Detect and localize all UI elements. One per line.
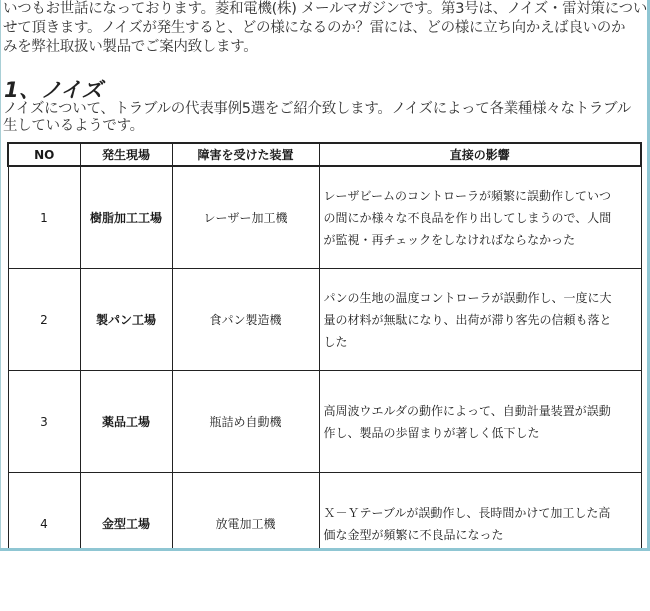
- cell-no: 2: [8, 269, 80, 371]
- table-row: [8, 269, 641, 371]
- effect-line: 高周波ウエルダの動作によって、自動計量装置が誤動: [323, 403, 611, 418]
- effect-line: レーザビームのコントローラが頻繁に誤動作していつ: [323, 188, 612, 203]
- cell-site: 製パン工場: [80, 269, 172, 371]
- paragraph-line: 生しているようです。: [3, 118, 144, 134]
- scroll-edge-bottom: [0, 548, 650, 551]
- cell-site: 金型工場: [80, 473, 172, 550]
- table-row: [8, 371, 641, 473]
- section-title: 1、ノイズ: [4, 78, 104, 102]
- cell-device: レーザー加工機: [172, 166, 319, 269]
- cell-effect: [319, 166, 641, 269]
- cell-device: 食パン製造機: [172, 269, 319, 371]
- paragraph-line: ノイズについて、トラブルの代表事例5選をご紹介致します。ノイズによって各業種様々なトラブル: [3, 101, 631, 117]
- cell-device: 瓶詰め自動機: [172, 371, 319, 473]
- header-no: NO: [8, 143, 80, 166]
- intro-text: [3, 0, 648, 57]
- noise-cases-table: [7, 142, 642, 549]
- cell-no: 3: [8, 371, 80, 473]
- section-paragraph: [3, 101, 648, 135]
- header-effect: 直接の影響: [319, 143, 641, 166]
- table-row: [8, 473, 641, 550]
- cell-effect: [319, 473, 641, 550]
- effect-line: の間にか様々な不良品を作り出してしまうので、人間: [323, 210, 612, 225]
- table-row: [8, 166, 641, 269]
- cell-no: 1: [8, 166, 80, 269]
- cell-effect: [319, 269, 641, 371]
- cell-site: 樹脂加工工場: [80, 166, 172, 269]
- intro-line: せて頂きます。ノイズが発生すると、どの様になるのか？雷には、どの様に立ち向かえば良いのか: [3, 20, 626, 36]
- effect-line: した: [323, 334, 348, 349]
- cell-no: 4: [8, 473, 80, 550]
- table-header-row: [8, 143, 641, 166]
- effect-line: が監視・再チェックをしなければならなかった: [323, 232, 576, 247]
- effect-line: 量の材料が無駄になり、出荷が滞り客先の信頼も落と: [323, 312, 612, 327]
- effect-line: Ｘ－Ｙテーブルが誤動作し、長時間かけて加工した高: [323, 505, 611, 520]
- intro-line: みを弊社取扱い製品でご案内致します。: [3, 39, 258, 55]
- cell-device: 放電加工機: [172, 473, 319, 550]
- header-device: 障害を受けた装置: [172, 143, 319, 166]
- effect-line: 価な金型が頻繁に不良品になった: [323, 527, 504, 542]
- header-site: 発生現場: [80, 143, 172, 166]
- cell-effect: [319, 371, 641, 473]
- effect-line: 作し、製品の歩留まりが著しく低下した: [323, 425, 540, 440]
- cell-site: 薬品工場: [80, 371, 172, 473]
- intro-line: いつもお世話になっております。菱和電機(株) メールマガジンです。第3号は、ノイズ・雷対策につい: [3, 1, 648, 17]
- effect-line: パンの生地の温度コントローラが誤動作し、一度に大: [323, 290, 612, 305]
